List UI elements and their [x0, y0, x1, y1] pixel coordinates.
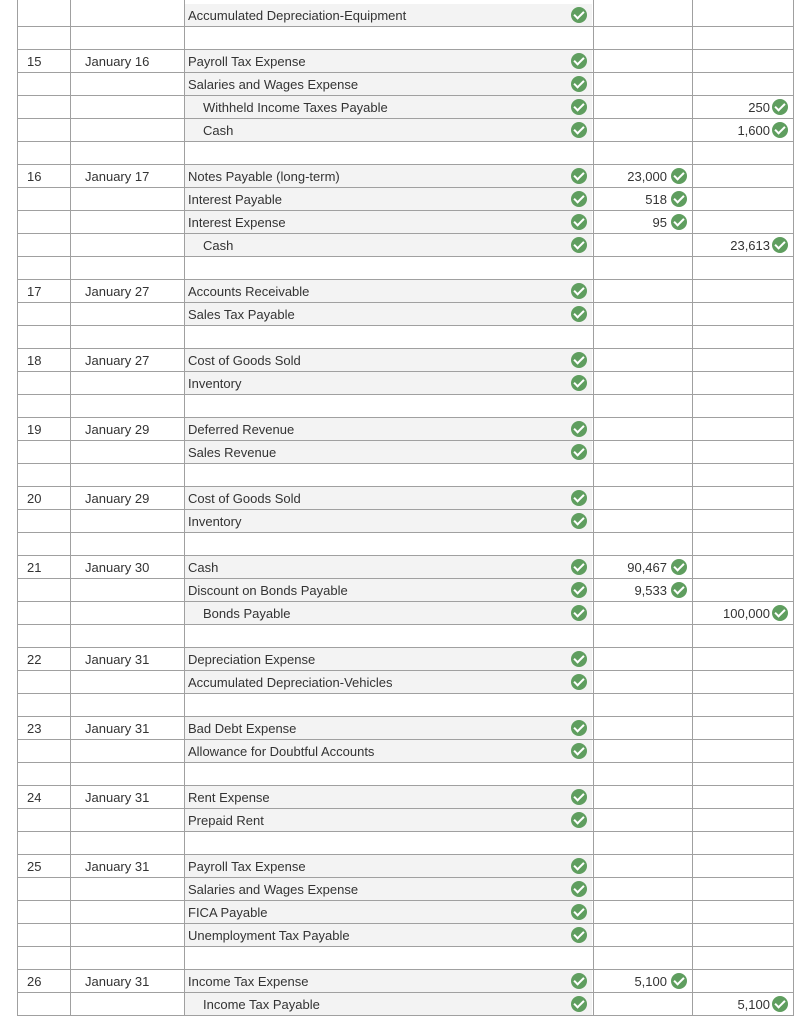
account-title[interactable]: Accumulated Depreciation-Equipment — [188, 8, 407, 23]
check-correct-icon — [571, 927, 587, 943]
debit-amount[interactable]: 95 — [652, 215, 667, 230]
journal-row — [0, 441, 812, 463]
entry-number: 22 — [27, 652, 42, 667]
row-divider — [17, 831, 793, 832]
journal-row — [0, 234, 812, 256]
check-correct-icon — [671, 191, 687, 207]
journal-row — [0, 372, 812, 394]
check-correct-icon — [571, 973, 587, 989]
check-correct-icon — [671, 973, 687, 989]
check-correct-icon — [571, 858, 587, 874]
check-correct-icon — [671, 559, 687, 575]
entry-number: 25 — [27, 859, 42, 874]
check-correct-icon — [571, 881, 587, 897]
credit-amount[interactable]: 23,613 — [730, 238, 770, 253]
journal-row — [0, 671, 812, 693]
row-divider — [17, 141, 793, 142]
entry-number: 15 — [27, 54, 42, 69]
journal-row — [0, 809, 812, 831]
entry-date: January 16 — [85, 54, 150, 69]
check-correct-icon — [571, 789, 587, 805]
credit-amount[interactable]: 5,100 — [737, 997, 770, 1012]
account-title[interactable]: Bad Debt Expense — [188, 721, 297, 736]
check-correct-icon — [571, 996, 587, 1012]
check-correct-icon — [571, 651, 587, 667]
check-correct-icon — [571, 53, 587, 69]
entry-number: 24 — [27, 790, 42, 805]
entry-date: January 31 — [85, 974, 150, 989]
account-title[interactable]: Inventory — [188, 376, 242, 391]
account-field[interactable] — [185, 510, 592, 532]
account-title[interactable]: Bonds Payable — [203, 606, 291, 621]
check-correct-icon — [571, 490, 587, 506]
account-field[interactable] — [185, 556, 592, 578]
journal-row — [0, 602, 812, 624]
account-field[interactable] — [185, 119, 592, 141]
row-divider — [17, 693, 793, 694]
journal-row — [0, 50, 812, 72]
journal-row — [0, 510, 812, 532]
entry-number: 20 — [27, 491, 42, 506]
check-correct-icon — [571, 306, 587, 322]
check-correct-icon — [571, 421, 587, 437]
check-correct-icon — [772, 237, 788, 253]
journal-row — [0, 717, 812, 739]
account-title[interactable]: Interest Payable — [188, 192, 282, 207]
account-title[interactable]: Prepaid Rent — [188, 813, 264, 828]
entry-number: 16 — [27, 169, 42, 184]
check-correct-icon — [772, 122, 788, 138]
entry-number: 18 — [27, 353, 42, 368]
account-title[interactable]: Salaries and Wages Expense — [188, 882, 359, 897]
row-divider — [17, 762, 793, 763]
account-field[interactable] — [185, 234, 592, 256]
entry-number: 23 — [27, 721, 42, 736]
account-title[interactable]: Accumulated Depreciation-Vehicles — [188, 675, 393, 690]
journal-row — [0, 96, 812, 118]
entry-date: January 31 — [85, 790, 150, 805]
check-correct-icon — [571, 582, 587, 598]
account-title[interactable]: Deferred Revenue — [188, 422, 295, 437]
entry-date: January 27 — [85, 353, 150, 368]
account-title[interactable]: Rent Expense — [188, 790, 270, 805]
check-correct-icon — [571, 99, 587, 115]
account-title[interactable]: Cost of Goods Sold — [188, 353, 301, 368]
row-divider — [17, 394, 793, 395]
check-correct-icon — [772, 996, 788, 1012]
check-correct-icon — [571, 812, 587, 828]
row-divider — [17, 26, 793, 27]
journal-row — [0, 487, 812, 509]
check-correct-icon — [571, 674, 587, 690]
check-correct-icon — [571, 513, 587, 529]
check-correct-icon — [571, 168, 587, 184]
account-title[interactable]: Income Tax Payable — [203, 997, 320, 1012]
journal-row — [0, 556, 812, 578]
debit-amount[interactable]: 9,533 — [634, 583, 667, 598]
entry-date: January 17 — [85, 169, 150, 184]
check-correct-icon — [571, 191, 587, 207]
account-title[interactable]: Cash — [203, 123, 234, 138]
journal-row — [0, 188, 812, 210]
journal-row — [0, 211, 812, 233]
account-title[interactable]: Cost of Goods Sold — [188, 491, 301, 506]
check-correct-icon — [772, 99, 788, 115]
account-title[interactable]: Sales Revenue — [188, 445, 277, 460]
row-divider — [17, 463, 793, 464]
journal-row — [0, 119, 812, 141]
check-correct-icon — [772, 605, 788, 621]
check-correct-icon — [571, 559, 587, 575]
account-title[interactable]: FICA Payable — [188, 905, 268, 920]
debit-amount[interactable]: 90,467 — [627, 560, 667, 575]
check-correct-icon — [571, 444, 587, 460]
entry-number: 21 — [27, 560, 42, 575]
account-title[interactable]: Payroll Tax Expense — [188, 54, 306, 69]
account-title[interactable]: Allowance for Doubtful Accounts — [188, 744, 375, 759]
account-title[interactable]: Notes Payable (long-term) — [188, 169, 340, 184]
account-title[interactable]: Payroll Tax Expense — [188, 859, 306, 874]
check-correct-icon — [571, 122, 587, 138]
credit-amount[interactable]: 1,600 — [737, 123, 770, 138]
entry-number: 17 — [27, 284, 42, 299]
row-divider — [17, 532, 793, 533]
account-title[interactable]: Accounts Receivable — [188, 284, 310, 299]
check-correct-icon — [671, 168, 687, 184]
entry-date: January 29 — [85, 491, 150, 506]
journal-row — [0, 4, 812, 26]
check-correct-icon — [571, 283, 587, 299]
check-correct-icon — [571, 76, 587, 92]
check-correct-icon — [571, 214, 587, 230]
journal-row — [0, 740, 812, 762]
check-correct-icon — [571, 904, 587, 920]
check-correct-icon — [571, 375, 587, 391]
entry-date: January 30 — [85, 560, 150, 575]
entry-number: 26 — [27, 974, 42, 989]
check-correct-icon — [571, 352, 587, 368]
check-correct-icon — [571, 605, 587, 621]
journal-row — [0, 579, 812, 601]
journal-row — [0, 349, 812, 371]
account-title[interactable]: Unemployment Tax Payable — [188, 928, 350, 943]
account-title[interactable]: Sales Tax Payable — [188, 307, 295, 322]
journal-row — [0, 855, 812, 877]
entry-date: January 31 — [85, 721, 150, 736]
journal-row — [0, 303, 812, 325]
entry-date: January 27 — [85, 284, 150, 299]
account-title[interactable]: Income Tax Expense — [188, 974, 309, 989]
journal-row — [0, 280, 812, 302]
row-divider — [17, 946, 793, 947]
row-divider — [17, 256, 793, 257]
debit-amount[interactable]: 5,100 — [634, 974, 667, 989]
journal-row — [0, 73, 812, 95]
row-divider — [17, 325, 793, 326]
entry-number: 19 — [27, 422, 42, 437]
journal-row — [0, 924, 812, 946]
entry-date: January 31 — [85, 859, 150, 874]
check-correct-icon — [671, 582, 687, 598]
account-title[interactable]: Depreciation Expense — [188, 652, 316, 667]
check-correct-icon — [571, 7, 587, 23]
journal-row — [0, 165, 812, 187]
journal-row — [0, 878, 812, 900]
account-title[interactable]: Salaries and Wages Expense — [188, 77, 359, 92]
journal-row — [0, 993, 812, 1015]
row-divider — [17, 624, 793, 625]
entry-date: January 31 — [85, 652, 150, 667]
check-correct-icon — [571, 237, 587, 253]
check-correct-icon — [571, 720, 587, 736]
account-title[interactable]: Withheld Income Taxes Payable — [203, 100, 388, 115]
account-field[interactable] — [185, 372, 592, 394]
account-title[interactable]: Inventory — [188, 514, 242, 529]
account-title[interactable]: Cash — [203, 238, 234, 253]
journal-row — [0, 786, 812, 808]
journal-row — [0, 970, 812, 992]
account-title[interactable]: Cash — [188, 560, 219, 575]
journal-row — [0, 648, 812, 670]
journal-row — [0, 901, 812, 923]
credit-amount[interactable]: 100,000 — [723, 606, 770, 621]
row-divider — [17, 1015, 793, 1016]
check-correct-icon — [671, 214, 687, 230]
entry-date: January 29 — [85, 422, 150, 437]
debit-amount[interactable]: 518 — [645, 192, 667, 207]
account-title[interactable]: Interest Expense — [188, 215, 286, 230]
debit-amount[interactable]: 23,000 — [627, 169, 667, 184]
journal-row — [0, 418, 812, 440]
credit-amount[interactable]: 250 — [748, 100, 770, 115]
check-correct-icon — [571, 743, 587, 759]
account-title[interactable]: Discount on Bonds Payable — [188, 583, 348, 598]
